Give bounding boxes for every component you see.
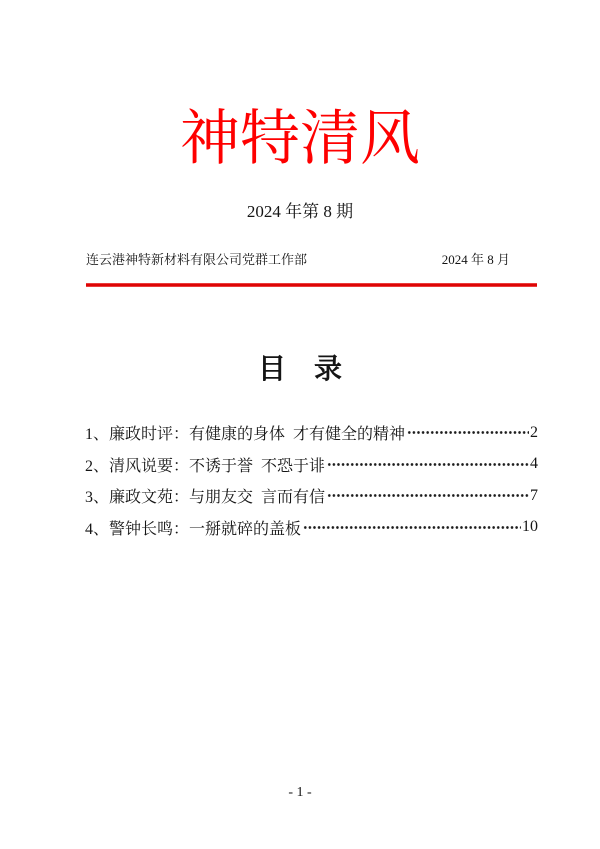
toc-item-page-number: 4: [530, 455, 538, 473]
page-number-footer: - 1 -: [288, 785, 312, 800]
newsletter-title: 神特清风: [180, 106, 420, 172]
toc-item-page-number: 10: [522, 518, 538, 536]
toc-item-label: 3、廉政文苑：与朋友交 言而有信: [85, 489, 326, 507]
toc-item-label: 1、廉政时评：有健康的身体 才有健全的精神: [85, 426, 406, 444]
toc-leader-dots: [327, 449, 529, 481]
toc-item: [85, 480, 538, 512]
issue-number: 2024 年第 8 期: [246, 202, 354, 221]
toc-list: [85, 417, 538, 543]
toc-item: [85, 512, 538, 544]
toc-item-label: 2、清风说要：不诱于誉 不恐于诽: [85, 457, 326, 475]
toc-leader-dots: [303, 512, 521, 544]
toc-item-label: 4、警钟长鸣：一掰就碎的盖板: [85, 520, 302, 538]
toc-item-page-number: 7: [530, 486, 538, 504]
red-divider-rule: [86, 283, 537, 287]
publish-date: 2024 年 8 月: [441, 252, 510, 267]
publisher-row: [86, 251, 510, 269]
toc-leader-dots: [327, 480, 529, 512]
toc-item: [85, 417, 538, 449]
toc-leader-dots: [407, 417, 529, 449]
toc-heading: 目 录: [257, 354, 342, 385]
toc-item-page-number: 2: [530, 423, 538, 441]
publisher-name: 连云港神特新材料有限公司党群工作部: [86, 252, 308, 267]
toc-item: [85, 449, 538, 481]
